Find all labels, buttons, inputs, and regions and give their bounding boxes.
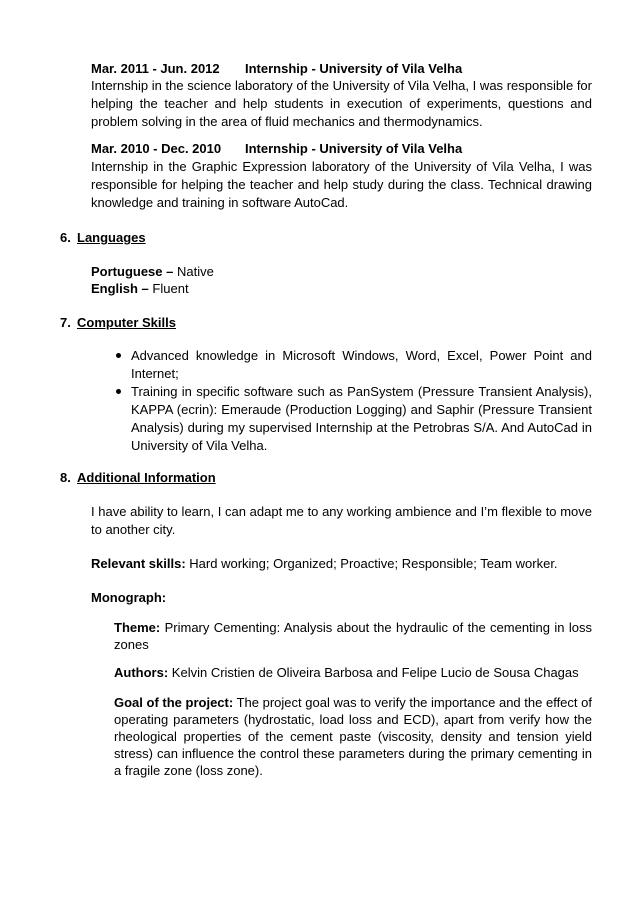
language-name: Portuguese – [91,264,174,279]
language-name: English – [91,281,149,296]
theme-label: Theme: [114,620,161,635]
language-item [91,280,189,297]
skill-bullet-line: Internet; [131,366,179,381]
monograph-authors [114,664,579,681]
internship-1-title: Internship - University of Vila Velha [245,61,463,76]
languages-heading: Languages [77,230,146,245]
internship-2-desc-line: responsible for helping the teacher and help study during the class. Technical drawing [91,177,592,192]
computer-skills-section-number: 7. [60,315,71,330]
goal-text-line: rheological properties of the cement paste (viscosity, density and tension yield [114,729,592,744]
monograph-label: Monograph: [91,590,167,605]
internship-2-period: Mar. 2010 - Dec. 2010 [91,141,222,156]
relevant-skills-text: Hard working; Organized; Proactive; Responsible; Team worker. [189,556,558,571]
skill-bullet-line: Analysis) during my supervised Internship at the Petrobras S/A. And AutoCad in [131,420,592,435]
skill-bullet-line: Advanced knowledge in Microsoft Windows, Word, Excel, Power Point and [131,348,592,363]
skill-bullet-line: Training in specific software such as PanSystem (Pressure Transient Analysis), [131,384,592,399]
languages-section-number: 6. [60,230,71,245]
bullet-icon [116,353,121,358]
internship-2-desc-line: Internship in the Graphic Expression laboratory of the University of Vila Velha, I was [91,159,592,174]
bullet-icon [116,389,121,394]
goal-text-line: a fragile zone (loss zone). [114,763,263,778]
internship-2-desc-line: knowledge and training in software AutoCad. [91,195,349,210]
additional-info-section-number: 8. [60,470,71,485]
theme-text-line: zones [114,637,149,652]
language-level: Native [176,264,214,279]
internship-1-desc-line: helping the teacher and help students in execution of experiments, questions and [91,96,592,111]
goal-label: Goal of the project: [114,695,234,710]
additional-info-heading: Additional Information [77,470,216,485]
additional-info-intro-line: I have ability to learn, I can adapt me to any working ambience and I’m flexible to move [91,504,592,519]
internship-2-title: Internship - University of Vila Velha [245,141,463,156]
goal-text-line: operating parameters (hydrostatic, load loss and ECD), apart from verify how the [114,712,592,727]
language-level: Fluent [152,281,189,296]
authors-text: Kelvin Cristien de Oliveira Barbosa and Felipe Lucio de Sousa Chagas [171,665,579,680]
skill-bullet-line: University of Vila Velha. [131,438,268,453]
computer-skills-heading: Computer Skills [77,315,176,330]
monograph-goal [114,694,592,711]
skill-bullet-line: KAPPA (ecrin): Emeraude (Production Logging) and Saphir (Pressure Transient [131,402,592,417]
relevant-skills [91,555,558,572]
additional-info-intro-line: to another city. [91,522,176,537]
relevant-skills-label: Relevant skills: [91,556,186,571]
goal-text: The project goal was to verify the importance and the effect of [236,695,592,710]
authors-label: Authors: [114,665,169,680]
language-item [91,263,214,280]
goal-text-line: stress) can influence the control these parameters during the primary cementing in [114,746,592,761]
theme-text: Primary Cementing: Analysis about the hydraulic of the cementing in loss [164,620,592,635]
internship-1-desc-line: problem solving in the area of fluid mechanics and thermodynamics. [91,114,483,129]
internship-1-desc-line: Internship in the science laboratory of the University of Vila Velha, I was responsible for [91,78,592,93]
monograph-theme [114,619,592,636]
internship-1-period: Mar. 2011 - Jun. 2012 [91,61,220,76]
